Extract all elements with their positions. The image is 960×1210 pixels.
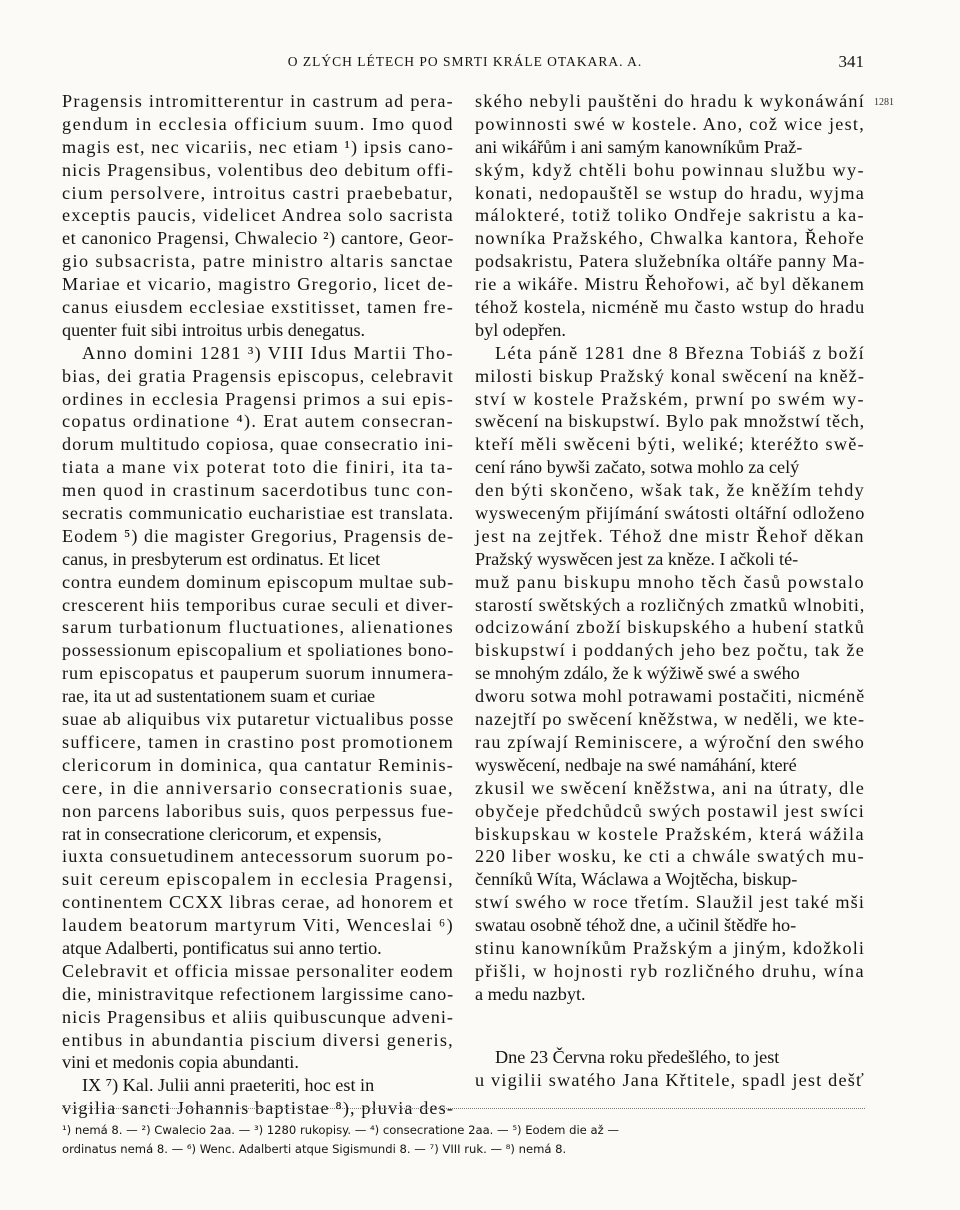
text-line	[475, 594, 865, 617]
text-line	[62, 983, 454, 1006]
text-line	[475, 800, 865, 823]
text-line	[62, 388, 454, 411]
czech-text-continuation	[475, 1046, 865, 1092]
text-line-text: ordines in ecclesia Pragensi primos a sui epis-	[62, 388, 454, 409]
text-line	[62, 1074, 454, 1097]
text-line	[475, 639, 865, 662]
text-line-text: sufficere, tamen in crastino post promotionem	[62, 731, 454, 752]
text-line	[475, 136, 865, 159]
text-line-text: copatus ordinatione ⁴). Erat autem consecran-	[62, 411, 454, 432]
text-line	[62, 273, 454, 296]
text-line-text: dworu sotwa mohl potrawami postačiti, nicméně	[475, 686, 865, 707]
text-line-text: stinu kanowníkům Pražským a jiným, kdožkoli	[475, 937, 865, 958]
text-line-text: suae ab aliquibus vix putaretur victualibus posse	[62, 709, 454, 730]
text-line	[475, 250, 865, 273]
text-line-text: rum episcopatus et pauperum suorum innumera-	[62, 663, 454, 684]
text-line-text: gendum in ecclesia officium suum. Imo quod	[62, 113, 454, 134]
text-line-text: exceptis paucis, videlicet Andrea solo sacrista	[62, 205, 454, 226]
text-line	[475, 525, 865, 548]
text-line	[62, 1006, 454, 1029]
text-line	[62, 1051, 454, 1074]
text-line	[62, 182, 454, 205]
text-line	[62, 937, 454, 960]
text-line	[475, 845, 865, 868]
text-line	[475, 983, 865, 1006]
text-line-text: kteří měli swěceni býti, weliké; kteréžto swě-	[475, 434, 865, 455]
text-line-text: 220 liber wosku, ke cti a chwále swatých mu-	[475, 846, 865, 867]
text-line-text: byl odepřen.	[475, 319, 566, 340]
text-line	[475, 319, 865, 342]
text-line-text: milosti biskup Pražský konal swěcení na kněž-	[475, 365, 865, 386]
text-line	[62, 113, 454, 136]
text-line-text: entibus in abundantia piscium diversi generis,	[62, 1029, 454, 1050]
text-line	[475, 708, 865, 731]
text-line	[475, 502, 865, 525]
text-line-text: atque Adalberti, pontificatus sui anno tertio.	[62, 937, 382, 958]
text-line-text: swatau osobně téhož dne, a učinil štědře ho-	[475, 915, 797, 936]
text-line	[62, 571, 454, 594]
text-line	[62, 525, 454, 548]
text-line	[62, 479, 454, 502]
text-line	[62, 90, 454, 113]
text-line	[475, 891, 865, 914]
text-line-text: biskupskau w kostele Pražském, která wážila	[475, 823, 865, 844]
text-line-text: jest na zejtřek. Téhož dne mistr Řehoř děkan	[475, 525, 865, 546]
text-line	[62, 891, 454, 914]
text-line-text: iuxta consuetudinem antecessorum suorum po-	[62, 846, 454, 867]
text-line	[475, 868, 865, 891]
text-line-text: odcizowání zboží biskupského a hubení statků	[475, 617, 865, 638]
text-line	[475, 227, 865, 250]
text-line	[475, 685, 865, 708]
text-line-text: contra eundem dominum episcopum multae sub-	[62, 571, 454, 592]
text-line-text: die, ministravitque refectionem largissime cano-	[62, 983, 454, 1004]
text-line	[475, 182, 865, 205]
running-title: O ZLÝCH LÉTECH PO SMRTI KRÁLE OTAKARA. A.	[287, 54, 643, 69]
page-number: 341	[838, 52, 864, 71]
text-line-text: a medu nazbyt.	[475, 983, 586, 1004]
text-line	[62, 616, 454, 639]
text-line	[475, 937, 865, 960]
text-line	[62, 456, 454, 479]
margin-year-note: 1281	[874, 97, 894, 108]
text-line-text: tiata a mane vix poterat toto die finiri, ita ta-	[62, 457, 454, 478]
footnote-line	[62, 1140, 872, 1159]
text-line-text: non parcens laboribus suis, quos perpessus fue-	[62, 800, 454, 821]
text-line	[62, 1029, 454, 1052]
text-line-text: přišli, w hojnosti ryb rozličného druhu, wína	[475, 960, 865, 981]
text-line-text: laudem beatorum martyrum Viti, Wenceslai ⁶)	[62, 915, 454, 936]
text-line	[62, 159, 454, 182]
text-line-text: rat in consecratione clericorum, et expensis,	[62, 823, 382, 844]
text-line	[475, 571, 865, 594]
text-line-text: men quod in crastinum sacerdotibus tunc con-	[62, 480, 454, 501]
text-line-text: cium persolvere, introitus castri praebebatur,	[62, 182, 454, 203]
text-line-text: Celebravit et officia missae personaliter eodem	[62, 960, 454, 981]
text-line	[475, 273, 865, 296]
text-line	[62, 594, 454, 617]
text-line-text: suit cereum episcopalem in ecclesia Pragensi,	[62, 869, 454, 890]
text-line-text: stwí swého w roce třetím. Slaužil jest také mši	[475, 892, 865, 913]
text-line	[62, 227, 454, 250]
text-line	[62, 731, 454, 754]
text-line-text: IX ⁷) Kal. Julii anni praeteriti, hoc est in	[82, 1075, 375, 1096]
text-line-text: wysweceným přijímání swátosti oltářní odloženo	[475, 503, 865, 524]
footnote-separator	[62, 1108, 865, 1109]
text-line	[475, 479, 865, 502]
text-line	[475, 433, 865, 456]
text-line-text: nicis Pragensibus, volentibus deo debitum offi-	[62, 159, 454, 180]
text-line-text: Mariae et vicario, magistro Gregorio, licet de-	[62, 274, 454, 295]
text-line-text: Pražský wyswěcen jest za kněze. I ačkoli té-	[475, 548, 799, 569]
text-line	[62, 639, 454, 662]
text-line-text: clericorum in dominica, qua cantatur Reminis-	[62, 754, 454, 775]
text-line	[62, 685, 454, 708]
text-line-text: sarum turbationum fluctuationes, alienationes	[62, 617, 454, 638]
text-line-text: rau zpíwají Reminiscere, a wýroční den swého	[475, 731, 865, 752]
text-line-text: crescerent hiis temporibus curae seculi et diver-	[62, 594, 454, 615]
text-line	[475, 662, 865, 685]
text-line-text: et canonico Pragensi, Chwalecio ²) cantore, Geor-	[62, 228, 454, 249]
text-line-text: swěcení na biskupstwí. Bylo pak množstwí těch,	[475, 411, 865, 432]
text-line-text: ani wikářům i ani samým kanowníkům Praž-	[475, 136, 803, 157]
footnote-line-text: ordinatus nemá 8. — ⁶) Wenc. Adalberti atque Sigismundi 8. — ⁷) VIII ruk. — ⁸) nemá 8.	[62, 1142, 567, 1156]
text-line	[475, 204, 865, 227]
text-line-text: ského nebyli pauštěni do hradu k wykonáwání	[475, 91, 865, 111]
text-line	[62, 136, 454, 159]
text-line-text: čenníků Wíta, Wáclawa a Wojtěcha, biskup-	[475, 869, 798, 890]
page-header	[0, 52, 960, 76]
text-line	[475, 616, 865, 639]
text-line-text: Léta páně 1281 dne 8 Března Tobiáš z boží	[495, 342, 865, 363]
text-line	[475, 1046, 865, 1069]
text-line-text: cení ráno bywši začato, sotwa mohlo za celý	[475, 457, 800, 478]
text-line-text: canus, in presbyterum est ordinatus. Et licet	[62, 548, 381, 569]
text-line	[475, 1069, 865, 1092]
text-line-text: nazejtří po swěcení kněžstwa, w neděli, we kte-	[475, 709, 865, 730]
text-line	[62, 296, 454, 319]
text-line-text: konati, nedopauštěl se wstup do hradu, wyjma	[475, 182, 865, 203]
text-line	[475, 914, 865, 937]
text-line-text: ství w kostele Pražském, prwní po swém wy-	[475, 388, 865, 409]
text-line	[62, 502, 454, 525]
text-line	[62, 845, 454, 868]
text-line	[475, 823, 865, 846]
text-line-text: muž panu biskupu mnoho těch časů powstalo	[475, 571, 865, 592]
text-line-text: wyswěcení, nedbaje na swé namáhání, které	[475, 754, 797, 775]
czech-text-column	[475, 90, 865, 1006]
text-line	[475, 342, 865, 365]
text-line	[62, 433, 454, 456]
text-line-text: secratis communicatio eucharistiae est translata.	[62, 503, 454, 524]
text-line	[475, 410, 865, 433]
text-line	[475, 731, 865, 754]
text-line-text: ským, když chtěli bohu powinnau službu wy-	[475, 159, 865, 180]
text-line	[62, 800, 454, 823]
text-line	[62, 868, 454, 891]
text-line-text: vigilia sancti Johannis baptistae ⁸), pluvia des-	[62, 1098, 454, 1119]
footnotes	[62, 1121, 872, 1159]
text-line	[62, 342, 454, 365]
text-line	[475, 296, 865, 319]
text-line	[62, 914, 454, 937]
text-line-text: continentem CCXX libras cerae, ad honorem et	[62, 892, 454, 913]
text-line-text: possessionum episcopalium et spoliationes bono-	[62, 640, 454, 661]
text-line-text: podsakristu, Patera služebníka oltáře panny Ma-	[475, 251, 865, 272]
text-line	[62, 777, 454, 800]
text-line-text: biskupstwí i poddaných jeho bez počtu, tak že	[475, 640, 865, 661]
text-line-text: starostí swětských a rozličných zmatků wlnobiti,	[475, 594, 865, 615]
text-line-text: obyčeje předchůdců swých postawil jest swíci	[475, 800, 865, 821]
text-line	[475, 548, 865, 571]
text-line-text: zkusil we swěcení kněžstwa, ani na útraty, dle	[475, 777, 865, 798]
text-line-text: téhož kostela, nicméně mu často wstup do hradu	[475, 297, 865, 318]
text-line-text: nowníka Pražského, Chwalka kantora, Řehoře	[475, 228, 865, 249]
text-line-text: gio subsacrista, patre ministro altaris sanctae	[62, 251, 454, 272]
text-line	[475, 960, 865, 983]
text-line	[475, 388, 865, 411]
text-line	[62, 754, 454, 777]
text-line-text: magis est, nec vicariis, nec etiam ¹) ipsis cano-	[62, 136, 454, 157]
text-line-text: Eodem ⁵) die magister Gregorius, Pragensis de-	[62, 525, 454, 546]
text-line	[62, 548, 454, 571]
text-line-text: canus eiusdem ecclesiae exstitisset, tamen fre-	[62, 297, 454, 318]
text-line-text: se mnohým zdálo, že k wýžiwě swé a swého	[475, 663, 800, 684]
text-line-text: den býti skončeno, wšak tak, že kněžím tehdy	[475, 480, 865, 501]
footnote-line	[62, 1121, 872, 1140]
text-line-text: cere, in die anniversario consecrationis suae,	[62, 777, 454, 798]
text-line-text: quenter fuit sibi introitus urbis denegatus.	[62, 319, 366, 340]
latin-text-column	[62, 90, 454, 1120]
text-line-text: rie a wikáře. Mistru Řehořowi, ač byl děkanem	[475, 274, 865, 295]
text-line-text: Pragensis intromitterentur in castrum ad pera-	[62, 91, 454, 111]
text-line	[475, 456, 865, 479]
text-line-text: u vigilii swatého Jana Křtitele, spadl jest dešť	[475, 1069, 865, 1090]
text-line	[62, 319, 454, 342]
text-line	[475, 754, 865, 777]
text-line	[62, 365, 454, 388]
footnote-line-text: ¹) nemá 8. — ²) Cwalecio 2aa. — ³) 1280 rukopisy. — ⁴) consecratione 2aa. — ⁵) Eodem die až —	[62, 1123, 619, 1137]
text-line	[62, 823, 454, 846]
text-line	[62, 250, 454, 273]
text-line	[62, 662, 454, 685]
text-line-text: Dne 23 Června roku předešlého, to jest	[495, 1047, 780, 1067]
text-line	[475, 159, 865, 182]
text-line	[475, 90, 865, 113]
text-line	[62, 204, 454, 227]
text-line	[62, 960, 454, 983]
text-line-text: rae, ita ut ad sustentationem suam et curiae	[62, 686, 376, 707]
text-line-text: dorum multitudo copiosa, quae consecratio ini-	[62, 434, 454, 455]
text-line	[62, 410, 454, 433]
text-line	[475, 777, 865, 800]
text-line-text: bias, dei gratia Pragensis episcopus, celebravit	[62, 365, 454, 386]
text-line-text: Anno domini 1281 ³) VIII Idus Martii Tho-	[82, 342, 454, 363]
text-line-text: powinnosti swé w kostele. Ano, což wice jest,	[475, 113, 865, 134]
text-line-text: vini et medonis copia abundanti.	[62, 1052, 299, 1073]
text-line-text: nicis Pragensibus et aliis quibuscunque adveni-	[62, 1006, 454, 1027]
text-line-text: málokteré, totiž toliko Ondřeje sakristu a ka-	[475, 205, 865, 226]
text-line	[475, 365, 865, 388]
text-line	[62, 708, 454, 731]
text-line	[475, 113, 865, 136]
